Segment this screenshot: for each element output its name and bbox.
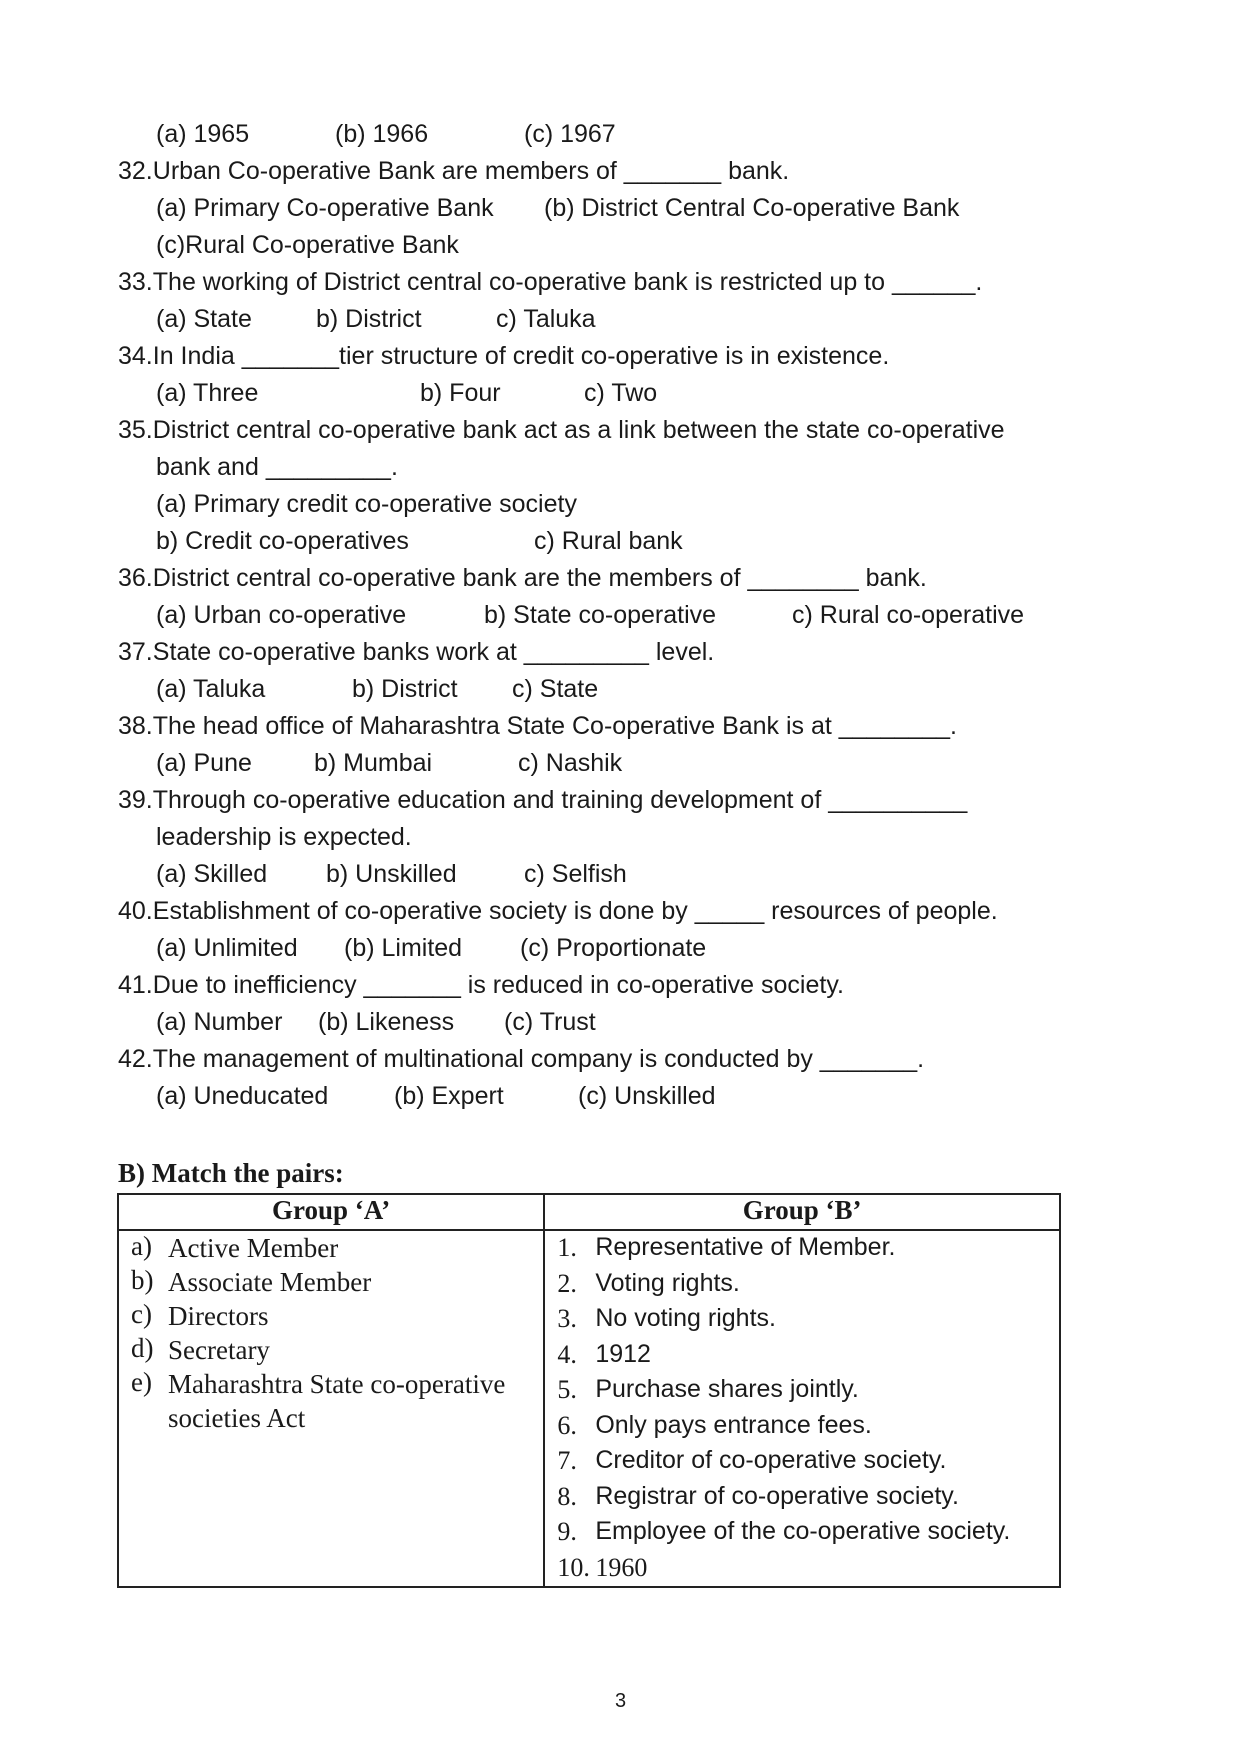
option: c) Selfish [524,860,627,888]
list-item [545,1302,1059,1338]
item-letter: e) [131,1367,152,1397]
item-text: No voting rights. [595,1304,776,1332]
page-number: 3 [614,1690,627,1712]
option: (a) Number [156,1008,283,1036]
list-item [119,1265,543,1299]
question-number: 38. [118,712,153,740]
item-number: 2. [557,1268,577,1298]
group-a-header: Group ‘A’ [118,1194,544,1230]
item-text: Associate Member [168,1267,372,1297]
item-text: 1960 [595,1552,648,1582]
list-item [545,1515,1059,1551]
table-header-row [118,1194,1060,1230]
item-number: 1. [557,1233,577,1262]
question-39-cont [118,823,1118,860]
option: (b) District Central Co-operative Bank [544,194,960,222]
list-item [545,1444,1059,1480]
option: (a) Three [156,379,259,407]
question-number: 34. [118,342,153,370]
option: (c) Unskilled [578,1082,716,1110]
option: (a) Urban co-operative [156,601,407,629]
option: (a) Primary credit co-operative society [156,490,577,518]
question-text: State co-operative banks work at _________ level. [152,638,715,666]
question-41 [118,971,1118,1008]
option: b) Credit co-operatives [156,527,409,555]
option: b) Unskilled [326,860,457,888]
item-letter: a) [131,1231,152,1261]
q40-options [118,934,1118,971]
question-36 [118,564,1118,601]
q39-options [118,860,1118,897]
item-text: Purchase shares jointly. [595,1375,859,1403]
q33-options [118,305,1118,342]
list-item [119,1333,543,1367]
question-number: 32. [118,157,153,185]
item-text: Representative of Member. [595,1233,896,1261]
question-text-continued: leadership is expected. [156,823,412,851]
question-text: The working of District central co-operative bank is restricted up to ______. [152,268,983,296]
option: (c) Proportionate [520,934,707,962]
list-item [545,1409,1059,1445]
question-39 [118,786,1118,823]
option: c) Nashik [518,749,623,777]
item-text: Only pays entrance fees. [595,1410,872,1439]
option: b) District [352,675,458,703]
option: b) Mumbai [314,749,433,777]
item-number: 5. [557,1375,577,1404]
mcq-questions [118,120,1118,1119]
option: (c) Trust [504,1008,596,1036]
list-item [119,1299,543,1333]
option: c) Rural bank [534,527,683,555]
section-title: B) Match the pairs: [118,1158,344,1188]
item-text: Employee of the co-operative society. [595,1517,1011,1545]
option: b) Four [420,379,501,407]
option: (b) Expert [394,1082,504,1110]
list-item [545,1551,1059,1587]
list-item [545,1373,1059,1409]
q35-options-row2 [118,527,1118,564]
question-text: In India _______tier structure of credit co-operative is in existence. [152,342,890,370]
group-b-header: Group ‘B’ [544,1194,1060,1230]
list-item [119,1367,543,1437]
question-number: 33. [118,268,153,296]
question-text: Through co-operative education and training development of __________ [152,786,968,814]
question-text: District central co-operative bank are the members of ________ bank. [152,564,927,592]
q34-options [118,379,1118,416]
question-text: The management of multinational company is conducted by _______. [152,1045,925,1073]
option: (a) Uneducated [156,1082,329,1110]
item-letter: c) [131,1299,152,1329]
option: (a) Pune [156,749,252,777]
list-item [545,1480,1059,1516]
group-a-cell [118,1230,544,1587]
option: c) State [512,675,599,703]
question-35 [118,416,1118,453]
question-text: Due to inefficiency _______ is reduced in co-operative society. [152,971,844,999]
list-item [545,1267,1059,1303]
question-40 [118,897,1118,934]
option: c) Taluka [496,305,596,333]
q37-options [118,675,1118,712]
q42-options [118,1082,1118,1119]
group-b-cell [544,1230,1060,1587]
question-number: 37. [118,638,153,666]
question-text-continued: bank and _________. [156,453,398,481]
question-number: 39. [118,786,153,814]
item-number: 8. [557,1481,577,1511]
table-row [118,1230,1060,1587]
question-33 [118,268,1118,305]
question-text: Urban Co-operative Bank are members of _______ bank. [152,157,790,185]
option: b) District [316,305,422,333]
option: c) Two [584,379,658,407]
option: (b) Likeness [318,1008,455,1036]
question-number: 35. [118,416,153,444]
question-number: 41. [118,971,153,999]
question-34 [118,342,1118,379]
option: (a) Skilled [156,860,268,888]
item-number: 10. [557,1552,590,1582]
q32-options-row2 [118,231,1118,268]
item-letter: d) [131,1333,154,1363]
item-number: 6. [557,1410,577,1440]
option: b) State co-operative [484,601,717,629]
item-text: Maharashtra State co-operative societies Act [168,1369,506,1433]
option: (b) Limited [344,934,463,962]
question-42 [118,1045,1118,1082]
item-number: 7. [557,1446,577,1475]
question-number: 42. [118,1045,153,1073]
item-text: Creditor of co-operative society. [595,1446,947,1474]
option: (a) 1965 [156,120,250,148]
option: (a) Taluka [156,675,266,703]
question-37 [118,638,1118,675]
item-letter: b) [131,1265,154,1295]
option: (c) 1967 [524,120,616,148]
item-text: Secretary [168,1335,270,1365]
list-item [545,1231,1059,1267]
question-number: 40. [118,897,153,925]
q35-options-row1 [118,490,1118,527]
q38-options [118,749,1118,786]
q41-options [118,1008,1118,1045]
item-text: Registrar of co-operative society. [595,1481,959,1510]
option: c) Rural co-operative [792,601,1025,629]
question-text: Establishment of co-operative society is done by _____ resources of people. [152,897,998,925]
q32-options-row1 [118,194,1118,231]
match-pairs-table [117,1193,1061,1588]
q36-options [118,601,1118,638]
option: (a) Unlimited [156,934,298,962]
list-item [545,1338,1059,1374]
option: (b) 1966 [335,120,429,148]
option: (c)Rural Co-operative Bank [156,231,459,259]
question-38 [118,712,1118,749]
item-text: 1912 [595,1339,651,1368]
question-32 [118,157,1118,194]
item-text: Directors [168,1301,269,1331]
option: (a) State [156,305,252,333]
item-text: Voting rights. [595,1268,740,1297]
option: (a) Primary Co-operative Bank [156,194,494,222]
q31-options [118,120,1118,157]
item-number: 3. [557,1304,577,1333]
question-number: 36. [118,564,153,592]
item-number: 9. [557,1517,577,1546]
question-text: District central co-operative bank act as a link between the state co-operative [152,416,1005,444]
list-item [119,1231,543,1265]
question-text: The head office of Maharashtra State Co-operative Bank is at ________. [152,712,957,740]
item-text: Active Member [168,1233,339,1263]
question-35-cont [118,453,1118,490]
item-number: 4. [557,1339,577,1369]
